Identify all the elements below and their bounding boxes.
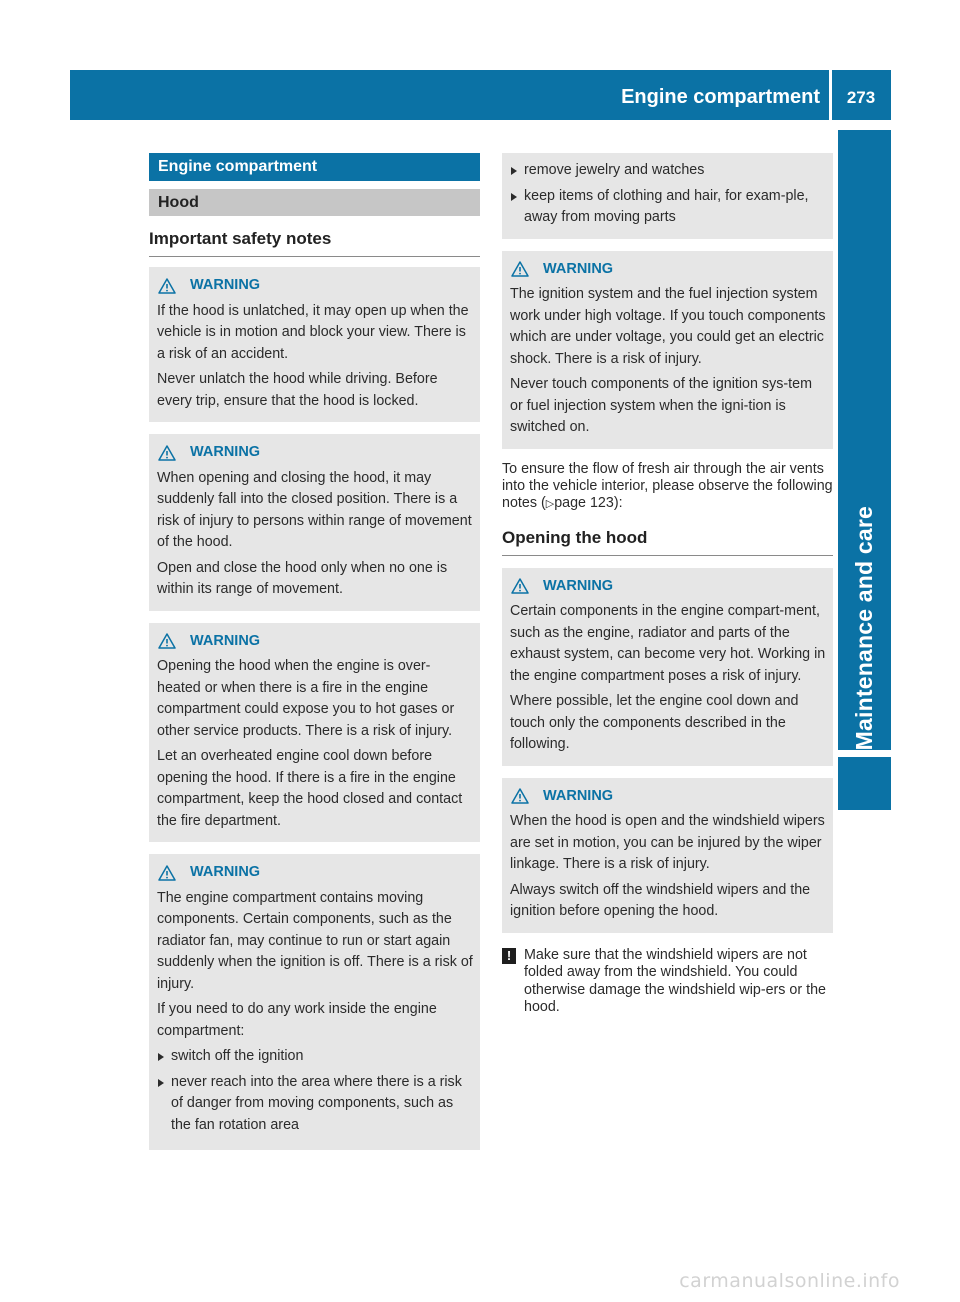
warning-label: WARNING [543, 260, 614, 277]
warning-text: Open and close the hood only when no one is within its range of movement. [157, 559, 448, 597]
warning-triangle-icon [158, 633, 176, 649]
warning-box-moving-parts [149, 854, 480, 1150]
warning-text: If you need to do any work inside the engine compartment: [157, 1001, 437, 1039]
warning-triangle-icon [511, 788, 529, 804]
warning-text: The engine compartment contains moving components. Certain components, such as the radiator fan, may continue to run or start again suddenly when the ignition is off. There is a risk of injury. [157, 889, 473, 992]
caution-note-text: Make sure that the windshield wipers are not folded away from the windshield. You could otherwise damage the windshield wip-ers or the hood. [524, 946, 826, 1015]
warning-text: Let an overheated engine cool down before opening the hood. If there is a fire in the engine compartment, keep the hood closed and contact the fire department. [157, 748, 463, 829]
warning-box-overheated [149, 623, 480, 843]
warning-box-ignition [502, 251, 833, 449]
warning-label: WARNING [190, 632, 261, 649]
warning-label: WARNING [190, 864, 261, 880]
fresh-air-text: To ensure the flow of fresh air through the air vents into the vehicle interior, please observe the following notes ( [502, 460, 833, 511]
warning-triangle-icon [158, 865, 176, 881]
warning-label: WARNING [190, 444, 261, 460]
warning-box-unlatched [149, 267, 480, 422]
warning-box-closing [149, 434, 480, 611]
caution-exclamation-icon: ! [502, 948, 516, 964]
side-tab-label: Maintenance and care [851, 505, 877, 750]
warning-text: When the hood is open and the windshield wipers are set in motion, you can be injured by the wiper linkage. There is a risk of injury. [510, 813, 825, 872]
warning-continuation [502, 153, 833, 239]
warning-box-wipers [502, 778, 833, 933]
side-tab-marker [838, 757, 891, 810]
warning-text: Opening the hood when the engine is over-heated or when there is a fire in the engine compartment could expose you to hot gases or other service products. There is a risk of injury. [157, 658, 455, 739]
page-ref-arrow-icon: ▷ [545, 497, 555, 510]
section-title: Engine compartment [149, 153, 480, 181]
warning-header [510, 576, 827, 598]
warning-header [510, 786, 827, 808]
left-column [149, 153, 480, 1150]
list-item: never reach into the area where there is a risk of danger from moving components, such as the fan rotation area [157, 1072, 474, 1137]
warning-triangle-icon [511, 261, 529, 277]
warning-box-hot-components [502, 568, 833, 766]
warning-label: WARNING [543, 577, 614, 594]
warning-text: Always switch off the windshield wipers and the ignition before opening the hood. [510, 881, 811, 919]
warning-header [157, 862, 474, 884]
warning-text: Where possible, let the engine cool down and touch only the components described in the following. [510, 693, 799, 752]
caution-note [502, 947, 833, 1017]
list-item: switch off the ignition [157, 1046, 474, 1068]
page-reference-link[interactable]: page 123 [554, 494, 614, 511]
warning-triangle-icon [158, 445, 176, 461]
fresh-air-paragraph [502, 461, 833, 513]
warning-triangle-icon [158, 278, 176, 294]
right-column [502, 153, 833, 1017]
subsection-title: Hood [149, 189, 480, 216]
header-title: Engine compartment [621, 86, 820, 108]
warning-label: WARNING [543, 787, 614, 804]
list-item: keep items of clothing and hair, for exam-ple, away from moving parts [510, 186, 827, 229]
warning-triangle-icon [511, 578, 529, 594]
bullet-list [157, 1046, 474, 1136]
safety-notes-heading: Important safety notes [149, 229, 480, 257]
warning-text: The ignition system and the fuel injection system work under high voltage. If you touch components which are under voltage, you could get an electric shock. There is a risk of injury. [510, 286, 826, 367]
watermark: carmanualsonline.info [679, 1270, 900, 1292]
warning-text: Certain components in the engine compart-ment, such as the engine, radiator and parts of the exhaust system, can become very hot. Working in the engine compartment poses a risk of injury. [510, 603, 826, 684]
warning-header [157, 275, 474, 297]
warning-text: Never unlatch the hood while driving. Before every trip, ensure that the hood is locked. [157, 371, 438, 409]
warning-label: WARNING [190, 277, 261, 293]
warning-text: If the hood is unlatched, it may open up when the vehicle is in motion and block your view. There is a risk of an accident. [157, 302, 469, 362]
warning-header [157, 631, 474, 653]
bullet-list [510, 160, 827, 229]
header-separator [829, 70, 832, 120]
warning-header [510, 259, 827, 281]
warning-text: When opening and closing the hood, it may suddenly fall into the closed position. There is a risk of injury to persons within range of movement of the hood. [157, 469, 472, 550]
warning-text: Never touch components of the ignition sys-tem or fuel injection system when the igni-tion is switched on. [510, 376, 812, 435]
page-number: 273 [846, 88, 876, 107]
list-item: remove jewelry and watches [510, 160, 827, 182]
side-tab-label-wrap [838, 130, 891, 750]
fresh-air-text-end: ): [613, 494, 623, 511]
opening-hood-heading: Opening the hood [502, 528, 833, 556]
warning-header [157, 442, 474, 464]
